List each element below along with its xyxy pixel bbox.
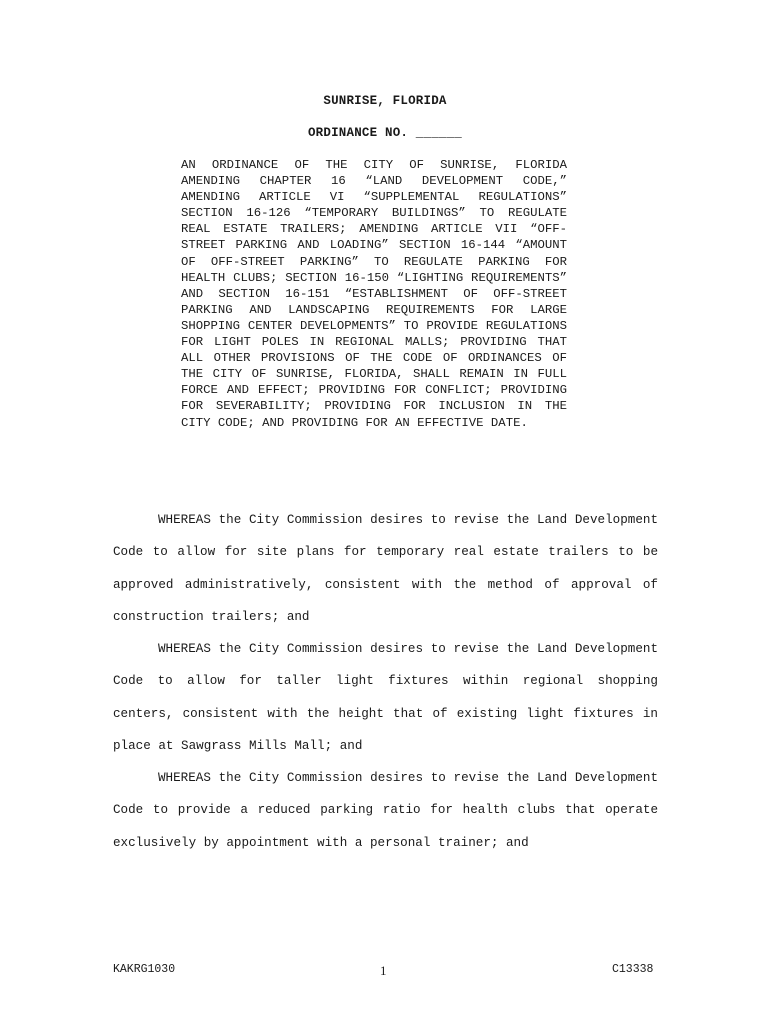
page-number: 1 bbox=[380, 963, 387, 978]
whereas-paragraph-2: WHEREAS the City Commission desires to revise the Land Development Code to allow for taller light fixtures within regional shopping centers, consistent with the height that of existing light fixtures in place at Sawgrass Mills Mall; and bbox=[113, 642, 658, 753]
city-heading: SUNRISE, FLORIDA bbox=[323, 94, 447, 108]
ordinance-number-heading: ORDINANCE NO. ______ bbox=[307, 126, 463, 140]
footer-document-code: KAKRG1030 bbox=[113, 963, 176, 976]
footer-reference-code: C13338 bbox=[612, 963, 654, 976]
ordinance-title-block: AN ORDINANCE OF THE CITY OF SUNRISE, FLORIDA AMENDING CHAPTER 16 “LAND DEVELOPMENT CODE,” AMENDING ARTICLE VI “SUPPLEMENTAL REGULATIONS” SECTION 16-126 “TEMPORARY BUILDINGS” TO REGULATE REAL ESTATE TRAILERS; AMENDING ARTICLE VII “OFF-STREET PARKING AND LOADING” SECTION 16-144 “AMOUNT OF OFF-STREET PARKING” TO REGULATE PARKING FOR HEALTH CLUBS; SECTION 16-150 “LIGHTING REQUIREMENTS” AND SECTION 16-151 “ESTABLISHMENT OF OFF-STREET PARKING AND LANDSCAPING REQUIREMENTS FOR LARGE SHOPPING CENTER DEVELOPMENTS” TO PROVIDE REGULATIONS FOR LIGHT POLES IN REGIONAL MALLS; PROVIDING THAT ALL OTHER PROVISIONS OF THE CODE OF ORDINANCES OF THE CITY OF SUNRISE, FLORIDA, SHALL REMAIN IN FULL FORCE AND EFFECT; PROVIDING FOR CONFLICT; PROVIDING FOR SEVERABILITY; PROVIDING FOR INCLUSION IN THE CITY CODE; AND PROVIDING FOR AN EFFECTIVE DATE. bbox=[181, 158, 567, 430]
whereas-paragraph-1: WHEREAS the City Commission desires to revise the Land Development Code to allow for site plans for temporary real estate trailers to be approved administratively, consistent with the method of approval of construction trailers; and bbox=[113, 513, 658, 624]
whereas-paragraph-3: WHEREAS the City Commission desires to revise the Land Development Code to provide a reduced parking ratio for health clubs that operate exclusively by appointment with a personal trainer; and bbox=[113, 771, 658, 850]
